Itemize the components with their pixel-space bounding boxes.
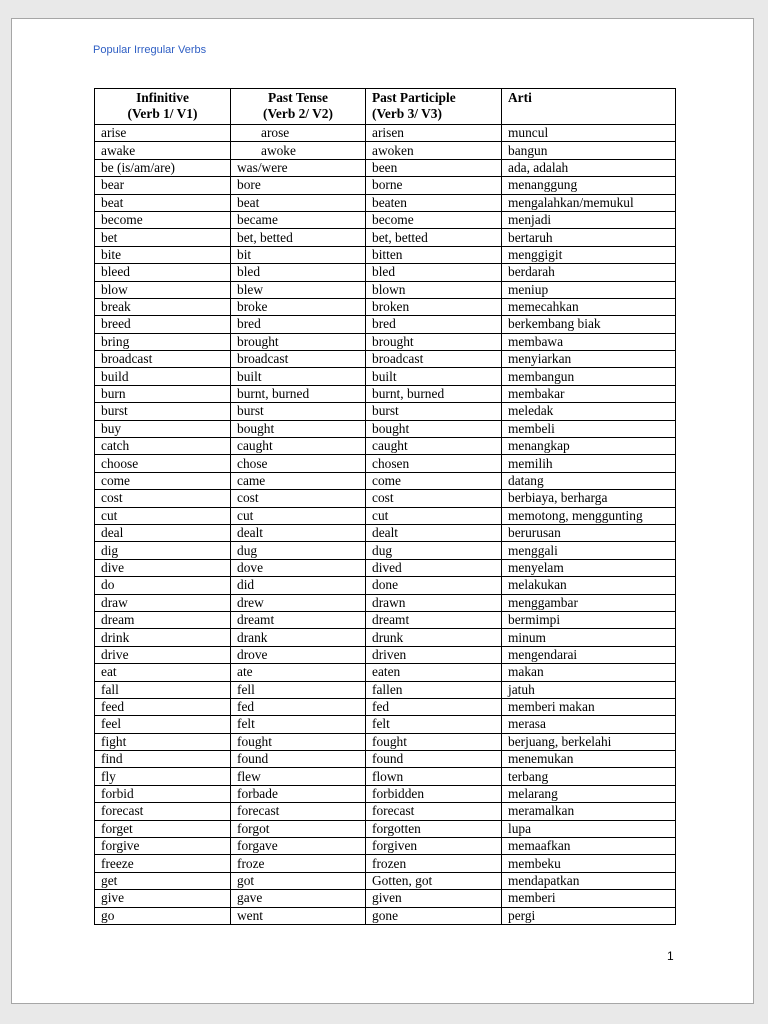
cell-past-participle: beaten: [366, 194, 502, 211]
cell-arti: menjadi: [502, 211, 676, 228]
cell-past-tense: dug: [231, 542, 366, 559]
cell-past-tense: fought: [231, 733, 366, 750]
cell-arti: makan: [502, 664, 676, 681]
cell-infinitive: fight: [95, 733, 231, 750]
cell-past-tense: burnt, burned: [231, 385, 366, 402]
cell-infinitive: breed: [95, 316, 231, 333]
table-row: [95, 629, 676, 646]
cell-infinitive: deal: [95, 524, 231, 541]
cell-past-tense: bit: [231, 246, 366, 263]
cell-past-tense: got: [231, 872, 366, 889]
cell-past-participle: driven: [366, 646, 502, 663]
cell-arti: terbang: [502, 768, 676, 785]
cell-past-tense: bled: [231, 264, 366, 281]
cell-past-participle: been: [366, 159, 502, 176]
cell-infinitive: buy: [95, 420, 231, 437]
cell-infinitive: break: [95, 298, 231, 315]
header-arti-line1: Arti: [508, 90, 532, 105]
cell-infinitive: forecast: [95, 803, 231, 820]
cell-past-participle: cost: [366, 490, 502, 507]
table-row: [95, 872, 676, 889]
table-row: [95, 559, 676, 576]
cell-past-tense: forgot: [231, 820, 366, 837]
table-row: [95, 455, 676, 472]
cell-infinitive: burst: [95, 403, 231, 420]
cell-arti: jatuh: [502, 681, 676, 698]
cell-past-tense: caught: [231, 438, 366, 455]
table-row: [95, 177, 676, 194]
cell-arti: menyiarkan: [502, 351, 676, 368]
cell-infinitive: drink: [95, 629, 231, 646]
cell-past-participle: forecast: [366, 803, 502, 820]
table-row: [95, 838, 676, 855]
cell-past-participle: cut: [366, 507, 502, 524]
cell-arti: menanggung: [502, 177, 676, 194]
cell-infinitive: eat: [95, 664, 231, 681]
cell-past-tense: drove: [231, 646, 366, 663]
cell-past-tense: dove: [231, 559, 366, 576]
cell-past-tense: fell: [231, 681, 366, 698]
cell-arti: berurusan: [502, 524, 676, 541]
cell-past-tense: dealt: [231, 524, 366, 541]
cell-past-participle: burst: [366, 403, 502, 420]
cell-past-tense: drew: [231, 594, 366, 611]
cell-arti: berbiaya, berharga: [502, 490, 676, 507]
cell-past-participle: fought: [366, 733, 502, 750]
table-row: [95, 159, 676, 176]
cell-past-participle: bet, betted: [366, 229, 502, 246]
cell-past-participle: become: [366, 211, 502, 228]
cell-infinitive: become: [95, 211, 231, 228]
cell-past-participle: blown: [366, 281, 502, 298]
cell-arti: bangun: [502, 142, 676, 159]
table-row: [95, 264, 676, 281]
cell-arti: memecahkan: [502, 298, 676, 315]
cell-arti: bermimpi: [502, 611, 676, 628]
cell-past-tense: dreamt: [231, 611, 366, 628]
cell-arti: mengendarai: [502, 646, 676, 663]
cell-past-participle: bred: [366, 316, 502, 333]
cell-past-participle: dreamt: [366, 611, 502, 628]
cell-infinitive: fly: [95, 768, 231, 785]
cell-infinitive: be (is/am/are): [95, 159, 231, 176]
cell-infinitive: bear: [95, 177, 231, 194]
cell-past-tense: was/were: [231, 159, 366, 176]
cell-infinitive: draw: [95, 594, 231, 611]
cell-past-participle: forbidden: [366, 785, 502, 802]
cell-arti: menangkap: [502, 438, 676, 455]
cell-arti: memilih: [502, 455, 676, 472]
cell-infinitive: bite: [95, 246, 231, 263]
table-row: [95, 194, 676, 211]
cell-past-tense: did: [231, 577, 366, 594]
cell-past-tense: found: [231, 751, 366, 768]
cell-past-tense: forgave: [231, 838, 366, 855]
cell-arti: membeku: [502, 855, 676, 872]
table-header-row: [95, 89, 676, 125]
header-past-participle-line1: Past Participle: [372, 90, 456, 105]
cell-past-tense: cut: [231, 507, 366, 524]
cell-arti: membangun: [502, 368, 676, 385]
irregular-verbs-table: [94, 88, 676, 925]
cell-arti: berkembang biak: [502, 316, 676, 333]
cell-arti: memaafkan: [502, 838, 676, 855]
cell-arti: meniup: [502, 281, 676, 298]
cell-past-participle: frozen: [366, 855, 502, 872]
header-arti: [502, 89, 676, 125]
cell-past-participle: chosen: [366, 455, 502, 472]
cell-arti: lupa: [502, 820, 676, 837]
cell-past-participle: eaten: [366, 664, 502, 681]
cell-past-participle: drunk: [366, 629, 502, 646]
cell-arti: melakukan: [502, 577, 676, 594]
cell-past-tense: bought: [231, 420, 366, 437]
cell-past-tense: built: [231, 368, 366, 385]
cell-past-participle: burnt, burned: [366, 385, 502, 402]
cell-past-participle: given: [366, 890, 502, 907]
cell-infinitive: cost: [95, 490, 231, 507]
table-body: [95, 125, 676, 925]
cell-past-tense: beat: [231, 194, 366, 211]
cell-infinitive: come: [95, 472, 231, 489]
cell-infinitive: freeze: [95, 855, 231, 872]
table-row: [95, 664, 676, 681]
cell-past-participle: fed: [366, 698, 502, 715]
cell-past-participle: borne: [366, 177, 502, 194]
table-row: [95, 125, 676, 142]
cell-past-tense: ate: [231, 664, 366, 681]
cell-arti: berdarah: [502, 264, 676, 281]
cell-past-tense: arose: [231, 125, 366, 142]
table-row: [95, 751, 676, 768]
cell-past-tense: came: [231, 472, 366, 489]
cell-infinitive: drive: [95, 646, 231, 663]
table-row: [95, 681, 676, 698]
cell-infinitive: bring: [95, 333, 231, 350]
cell-past-participle: flown: [366, 768, 502, 785]
cell-arti: berjuang, berkelahi: [502, 733, 676, 750]
table-row: [95, 490, 676, 507]
table-row: [95, 716, 676, 733]
cell-arti: pergi: [502, 907, 676, 924]
table-row: [95, 577, 676, 594]
cell-arti: datang: [502, 472, 676, 489]
cell-past-tense: bred: [231, 316, 366, 333]
cell-past-tense: gave: [231, 890, 366, 907]
header-past-tense-line2: (Verb 2/ V2): [263, 105, 333, 121]
cell-infinitive: do: [95, 577, 231, 594]
table-row: [95, 403, 676, 420]
table-row: [95, 907, 676, 924]
cell-past-participle: bitten: [366, 246, 502, 263]
cell-past-tense: blew: [231, 281, 366, 298]
cell-past-tense: flew: [231, 768, 366, 785]
cell-arti: membakar: [502, 385, 676, 402]
cell-past-participle: gone: [366, 907, 502, 924]
cell-infinitive: beat: [95, 194, 231, 211]
table-row: [95, 733, 676, 750]
cell-past-tense: forecast: [231, 803, 366, 820]
cell-infinitive: build: [95, 368, 231, 385]
header-past-tense-line1: Past Tense: [268, 90, 328, 105]
table-row: [95, 351, 676, 368]
document-page: [11, 18, 754, 1004]
cell-infinitive: arise: [95, 125, 231, 142]
table-row: [95, 890, 676, 907]
cell-past-participle: broadcast: [366, 351, 502, 368]
cell-arti: merasa: [502, 716, 676, 733]
page-number: 1: [667, 949, 674, 963]
table-row: [95, 316, 676, 333]
cell-infinitive: forgive: [95, 838, 231, 855]
cell-infinitive: feed: [95, 698, 231, 715]
cell-infinitive: feel: [95, 716, 231, 733]
cell-past-participle: broken: [366, 298, 502, 315]
cell-infinitive: choose: [95, 455, 231, 472]
cell-past-tense: became: [231, 211, 366, 228]
cell-past-participle: brought: [366, 333, 502, 350]
cell-past-participle: fallen: [366, 681, 502, 698]
cell-arti: menyelam: [502, 559, 676, 576]
cell-infinitive: dig: [95, 542, 231, 559]
cell-infinitive: bleed: [95, 264, 231, 281]
cell-arti: ada, adalah: [502, 159, 676, 176]
cell-past-tense: fed: [231, 698, 366, 715]
cell-arti: mengalahkan/memukul: [502, 194, 676, 211]
cell-infinitive: bet: [95, 229, 231, 246]
cell-past-tense: burst: [231, 403, 366, 420]
cell-arti: menemukan: [502, 751, 676, 768]
cell-past-participle: built: [366, 368, 502, 385]
cell-infinitive: forbid: [95, 785, 231, 802]
cell-past-tense: drank: [231, 629, 366, 646]
cell-infinitive: dive: [95, 559, 231, 576]
cell-past-tense: forbade: [231, 785, 366, 802]
cell-past-tense: chose: [231, 455, 366, 472]
cell-past-participle: forgiven: [366, 838, 502, 855]
table-row: [95, 438, 676, 455]
header-infinitive-line2: (Verb 1/ V1): [127, 105, 198, 121]
table-row: [95, 611, 676, 628]
cell-past-tense: went: [231, 907, 366, 924]
cell-past-participle: found: [366, 751, 502, 768]
cell-past-tense: bore: [231, 177, 366, 194]
cell-arti: membawa: [502, 333, 676, 350]
cell-infinitive: forget: [95, 820, 231, 837]
table-row: [95, 507, 676, 524]
cell-past-participle: drawn: [366, 594, 502, 611]
table-row: [95, 698, 676, 715]
cell-past-tense: cost: [231, 490, 366, 507]
cell-infinitive: get: [95, 872, 231, 889]
table-row: [95, 768, 676, 785]
cell-past-participle: bought: [366, 420, 502, 437]
table-row: [95, 646, 676, 663]
cell-arti: meramalkan: [502, 803, 676, 820]
cell-infinitive: catch: [95, 438, 231, 455]
table-row: [95, 246, 676, 263]
cell-past-participle: come: [366, 472, 502, 489]
cell-infinitive: find: [95, 751, 231, 768]
cell-infinitive: blow: [95, 281, 231, 298]
cell-past-tense: broadcast: [231, 351, 366, 368]
cell-infinitive: go: [95, 907, 231, 924]
cell-past-participle: caught: [366, 438, 502, 455]
table-row: [95, 420, 676, 437]
cell-past-participle: felt: [366, 716, 502, 733]
table-row: [95, 785, 676, 802]
page-header-title: Popular Irregular Verbs: [93, 44, 207, 56]
cell-past-participle: awoken: [366, 142, 502, 159]
header-infinitive: [95, 89, 231, 125]
table-row: [95, 229, 676, 246]
table-row: [95, 542, 676, 559]
table-row: [95, 820, 676, 837]
cell-past-tense: felt: [231, 716, 366, 733]
header-past-participle: [366, 89, 502, 125]
header-infinitive-line1: Infinitive: [136, 90, 189, 105]
table-row: [95, 594, 676, 611]
cell-arti: menggambar: [502, 594, 676, 611]
table-row: [95, 333, 676, 350]
header-past-participle-line2: (Verb 3/ V3): [372, 105, 442, 121]
cell-arti: meledak: [502, 403, 676, 420]
cell-infinitive: burn: [95, 385, 231, 402]
table-row: [95, 368, 676, 385]
cell-past-tense: bet, betted: [231, 229, 366, 246]
table-row: [95, 855, 676, 872]
cell-infinitive: fall: [95, 681, 231, 698]
cell-arti: memberi: [502, 890, 676, 907]
cell-infinitive: awake: [95, 142, 231, 159]
cell-infinitive: broadcast: [95, 351, 231, 368]
cell-past-tense: brought: [231, 333, 366, 350]
cell-past-tense: broke: [231, 298, 366, 315]
cell-past-participle: dug: [366, 542, 502, 559]
cell-arti: bertaruh: [502, 229, 676, 246]
cell-past-participle: dealt: [366, 524, 502, 541]
cell-infinitive: give: [95, 890, 231, 907]
table-row: [95, 211, 676, 228]
cell-arti: membeli: [502, 420, 676, 437]
cell-arti: melarang: [502, 785, 676, 802]
cell-arti: minum: [502, 629, 676, 646]
cell-past-participle: dived: [366, 559, 502, 576]
cell-infinitive: cut: [95, 507, 231, 524]
cell-arti: mendapatkan: [502, 872, 676, 889]
cell-arti: muncul: [502, 125, 676, 142]
cell-past-participle: bled: [366, 264, 502, 281]
cell-past-participle: Gotten, got: [366, 872, 502, 889]
table-row: [95, 142, 676, 159]
cell-past-tense: awoke: [231, 142, 366, 159]
cell-arti: memberi makan: [502, 698, 676, 715]
cell-arti: menggali: [502, 542, 676, 559]
header-past-tense: [231, 89, 366, 125]
cell-past-participle: arisen: [366, 125, 502, 142]
cell-infinitive: dream: [95, 611, 231, 628]
cell-arti: memotong, menggunting: [502, 507, 676, 524]
table-row: [95, 472, 676, 489]
table-row: [95, 524, 676, 541]
table-row: [95, 298, 676, 315]
cell-past-tense: froze: [231, 855, 366, 872]
cell-past-participle: forgotten: [366, 820, 502, 837]
table-row: [95, 385, 676, 402]
table-row: [95, 803, 676, 820]
cell-arti: menggigit: [502, 246, 676, 263]
cell-past-participle: done: [366, 577, 502, 594]
table-row: [95, 281, 676, 298]
